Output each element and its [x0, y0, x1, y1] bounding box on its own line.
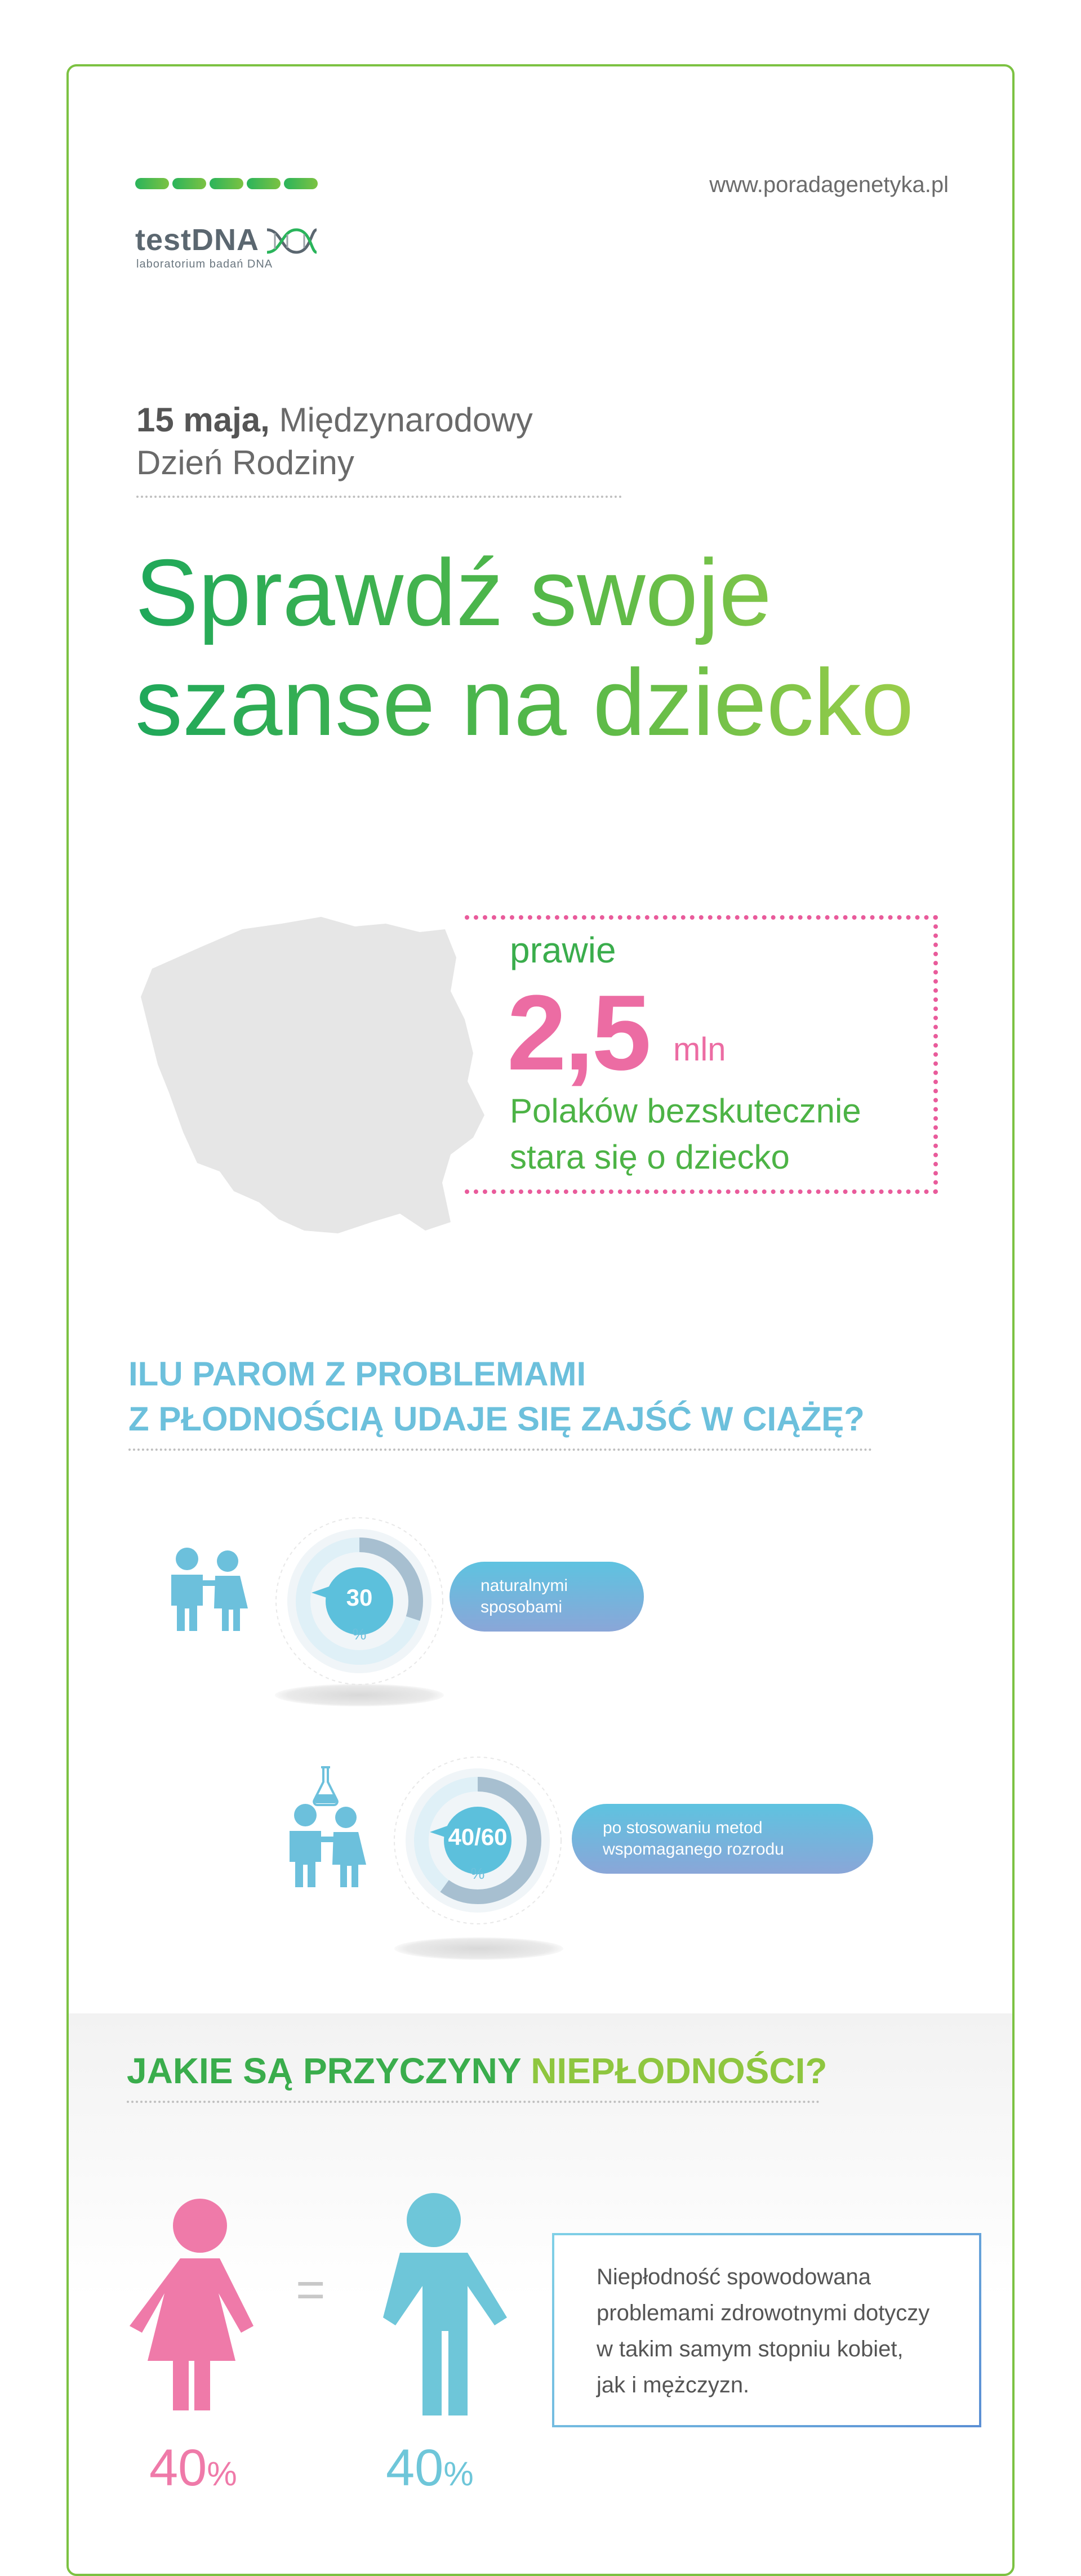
date-bold: 15 maja,: [136, 401, 270, 439]
stat-prefix: prawie: [510, 930, 616, 970]
donut-unit: %: [352, 1625, 367, 1643]
stat-unit: mln: [673, 1031, 726, 1068]
section2-title-line2: Z PŁODNOŚCIĄ UDAJE SIĘ ZAJŚĆ W CIĄŻĘ?: [128, 1400, 865, 1438]
pill-line2: wspomaganego rozrodu: [603, 1840, 784, 1859]
pill-line1: po stosowaniu metod: [603, 1819, 763, 1837]
woman-percent-sign: %: [207, 2455, 237, 2493]
shadow: [394, 1937, 563, 1960]
info-line: problemami zdrowotnymi dotyczy: [597, 2301, 930, 2325]
woman-icon: [127, 2196, 273, 2410]
section3-separator: [127, 2101, 820, 2103]
label-pill-assisted: [572, 1804, 873, 1874]
logo-name: testDNA: [135, 223, 260, 257]
headline-line1: Sprawdź swoje: [135, 540, 772, 645]
man-percent: [386, 2439, 474, 2498]
info-line: Niepłodność spowodowana: [597, 2265, 871, 2289]
section2-title: [128, 1352, 889, 1442]
pill-line2: sposobami: [481, 1598, 563, 1616]
donut-chart-assisted: [390, 1753, 565, 1928]
info-line: jak i mężczyzn.: [597, 2373, 750, 2397]
woman-percent: [149, 2439, 237, 2498]
info-line: w takim samym stopniu kobiet,: [597, 2337, 904, 2361]
section3-title: [127, 2050, 827, 2092]
main-headline: [135, 538, 980, 757]
site-url-link[interactable]: www.poradagenetyka.pl: [709, 172, 949, 197]
date-line2: Dzień Rodziny: [136, 444, 354, 482]
woman-percent-value: 40: [149, 2439, 207, 2497]
date-separator: [136, 496, 622, 498]
date-heading: [136, 399, 643, 484]
family-icon: [159, 1543, 255, 1633]
man-percent-value: 40: [386, 2439, 444, 2497]
donut-chart-natural: [272, 1514, 447, 1688]
info-box: [552, 2233, 981, 2427]
donut-value: 30: [346, 1584, 373, 1611]
logo-bars-icon: [135, 178, 318, 189]
section2-separator: [128, 1449, 872, 1451]
equals-sign: =: [296, 2262, 326, 2318]
man-percent-sign: %: [443, 2455, 474, 2493]
donut-unit: %: [470, 1865, 485, 1882]
dna-icon: [265, 225, 319, 257]
section2-title-line1: ILU PAROM Z PROBLEMAMI: [128, 1355, 586, 1393]
stat-number: 2,5: [507, 973, 650, 1093]
stat-desc-line1: Polaków bezskutecznie: [510, 1092, 861, 1130]
label-pill-natural: [450, 1562, 644, 1632]
date-rest: Międzynarodowy: [269, 401, 533, 439]
stat-description: [510, 1088, 915, 1180]
pill-line1: naturalnymi: [481, 1576, 568, 1595]
donut-value: 40/60: [448, 1824, 508, 1850]
poland-map-icon: [135, 907, 496, 1245]
stat-desc-line2: stara się o dziecko: [510, 1138, 790, 1176]
logo-subtitle: laboratorium badań DNA: [136, 258, 273, 270]
headline-line2: szanse na dziecko: [135, 649, 914, 755]
section3-title-part2: NIEPŁODNOŚCI?: [531, 2051, 828, 2091]
section3-title-part1: JAKIE SĄ PRZYCZYNY: [127, 2051, 531, 2091]
man-icon: [355, 2191, 513, 2416]
family-icon: [277, 1799, 373, 1889]
